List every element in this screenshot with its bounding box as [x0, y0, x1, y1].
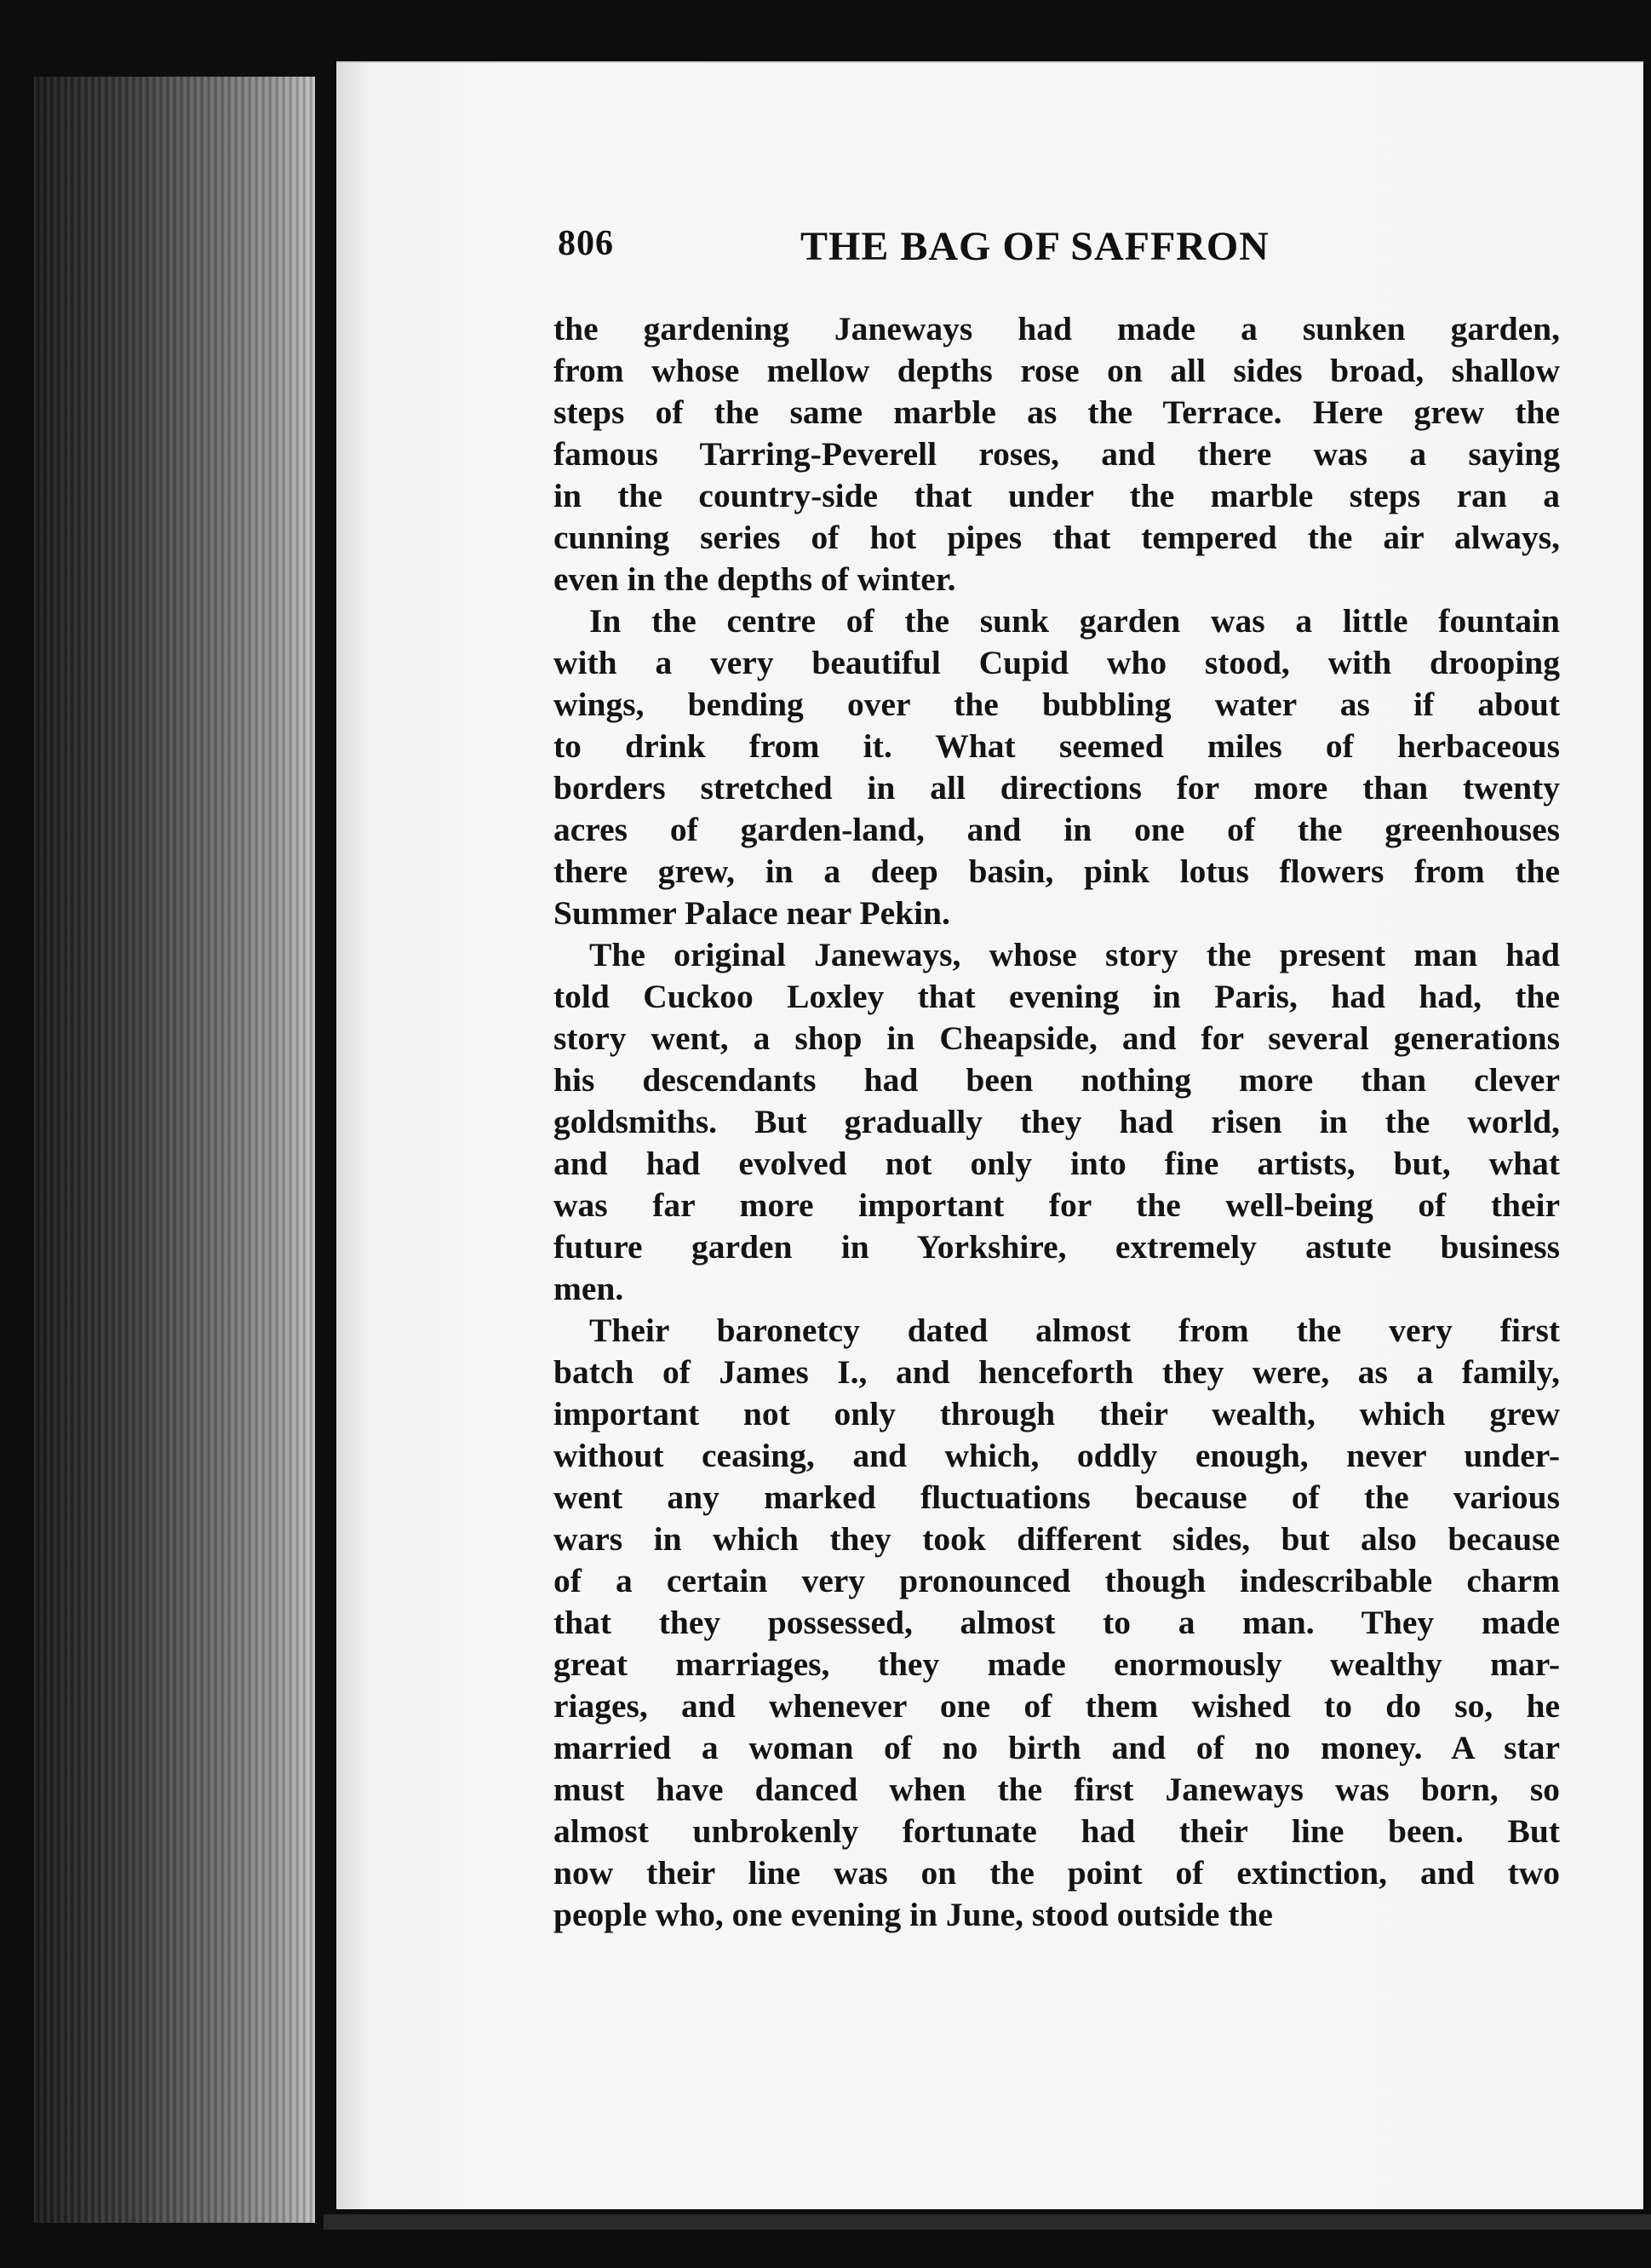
- text-line: The original Janeways, whose story the present man had: [589, 936, 1560, 973]
- text-line: from whose mellow depths rose on all sides broad, shallow: [553, 352, 1560, 389]
- text-line: told Cuckoo Loxley that evening in Paris, had had, the: [553, 978, 1560, 1015]
- text-line: was far more important for the well-being of their: [553, 1186, 1560, 1224]
- text-line: even in the depths of winter.: [553, 560, 956, 598]
- text-line: and had evolved not only into fine artists, but, what: [553, 1145, 1560, 1182]
- text-line: Summer Palace near Pekin.: [553, 894, 950, 932]
- text-line: borders stretched in all directions for more than twenty: [553, 769, 1560, 807]
- text-line: acres of garden-land, and in one of the greenhouses: [553, 811, 1560, 848]
- paragraph: [553, 934, 1560, 1310]
- text-line: wings, bending over the bubbling water as if about: [553, 686, 1560, 723]
- text-line: important not only through their wealth, which grew: [553, 1395, 1560, 1433]
- text-line: must have danced when the first Janeways was born, so: [553, 1771, 1560, 1808]
- text-line: batch of James I., and henceforth they were, as a family,: [553, 1353, 1560, 1391]
- text-line: almost unbrokenly fortunate had their line been. But: [553, 1812, 1560, 1850]
- running-title: THE BAG OF SAFFRON: [800, 224, 1270, 269]
- text-line: with a very beautiful Cupid who stood, with drooping: [553, 644, 1560, 681]
- book-spine-gutter: [34, 77, 315, 2223]
- text-line: went any marked fluctuations because of the various: [553, 1479, 1560, 1516]
- text-line: now their line was on the point of extinction, and two: [553, 1854, 1560, 1892]
- text-line: In the centre of the sunk garden was a little fountain: [589, 602, 1560, 640]
- text-line: great marriages, they made enormously wealthy mar-: [553, 1645, 1560, 1683]
- text-line: to drink from it. What seemed miles of herbaceous: [553, 727, 1560, 765]
- text-line: in the country-side that under the marble steps ran a: [553, 477, 1560, 514]
- text-line: future garden in Yorkshire, extremely astute business: [553, 1228, 1560, 1266]
- text-line: of a certain very pronounced though indescribable charm: [553, 1562, 1560, 1599]
- text-line: people who, one evening in June, stood outside the: [553, 1896, 1273, 1933]
- text-line: men.: [553, 1270, 624, 1307]
- text-line: steps of the same marble as the Terrace. Here grew the: [553, 393, 1560, 431]
- text-line: famous Tarring-Peverell roses, and there was a saying: [553, 435, 1560, 473]
- page-bottom-edge: [324, 2214, 1651, 2230]
- text-line: the gardening Janeways had made a sunken garden,: [553, 310, 1560, 347]
- page-number: 806: [558, 224, 614, 263]
- text-line: married a woman of no birth and of no money. A star: [553, 1729, 1560, 1766]
- paragraph: [553, 1310, 1560, 1936]
- text-line: that they possessed, almost to a man. They made: [553, 1604, 1560, 1641]
- text-line: riages, and whenever one of them wished to do so, he: [553, 1687, 1560, 1725]
- text-line: there grew, in a deep basin, pink lotus flowers from the: [553, 853, 1560, 890]
- text-line: goldsmiths. But gradually they had risen in the world,: [553, 1103, 1560, 1140]
- paragraph: [553, 308, 1560, 600]
- text-line: cunning series of hot pipes that tempered the air always,: [553, 519, 1560, 556]
- text-line: Their baronetcy dated almost from the very first: [589, 1312, 1560, 1349]
- body-text: [553, 308, 1560, 1936]
- text-line: without ceasing, and which, oddly enough, never under-: [553, 1437, 1560, 1474]
- paragraph: [553, 600, 1560, 934]
- text-line: wars in which they took different sides, but also because: [553, 1520, 1560, 1558]
- text-line: story went, a shop in Cheapside, and for several generations: [553, 1019, 1560, 1057]
- page-header: [558, 223, 1341, 274]
- text-line: his descendants had been nothing more than clever: [553, 1061, 1560, 1099]
